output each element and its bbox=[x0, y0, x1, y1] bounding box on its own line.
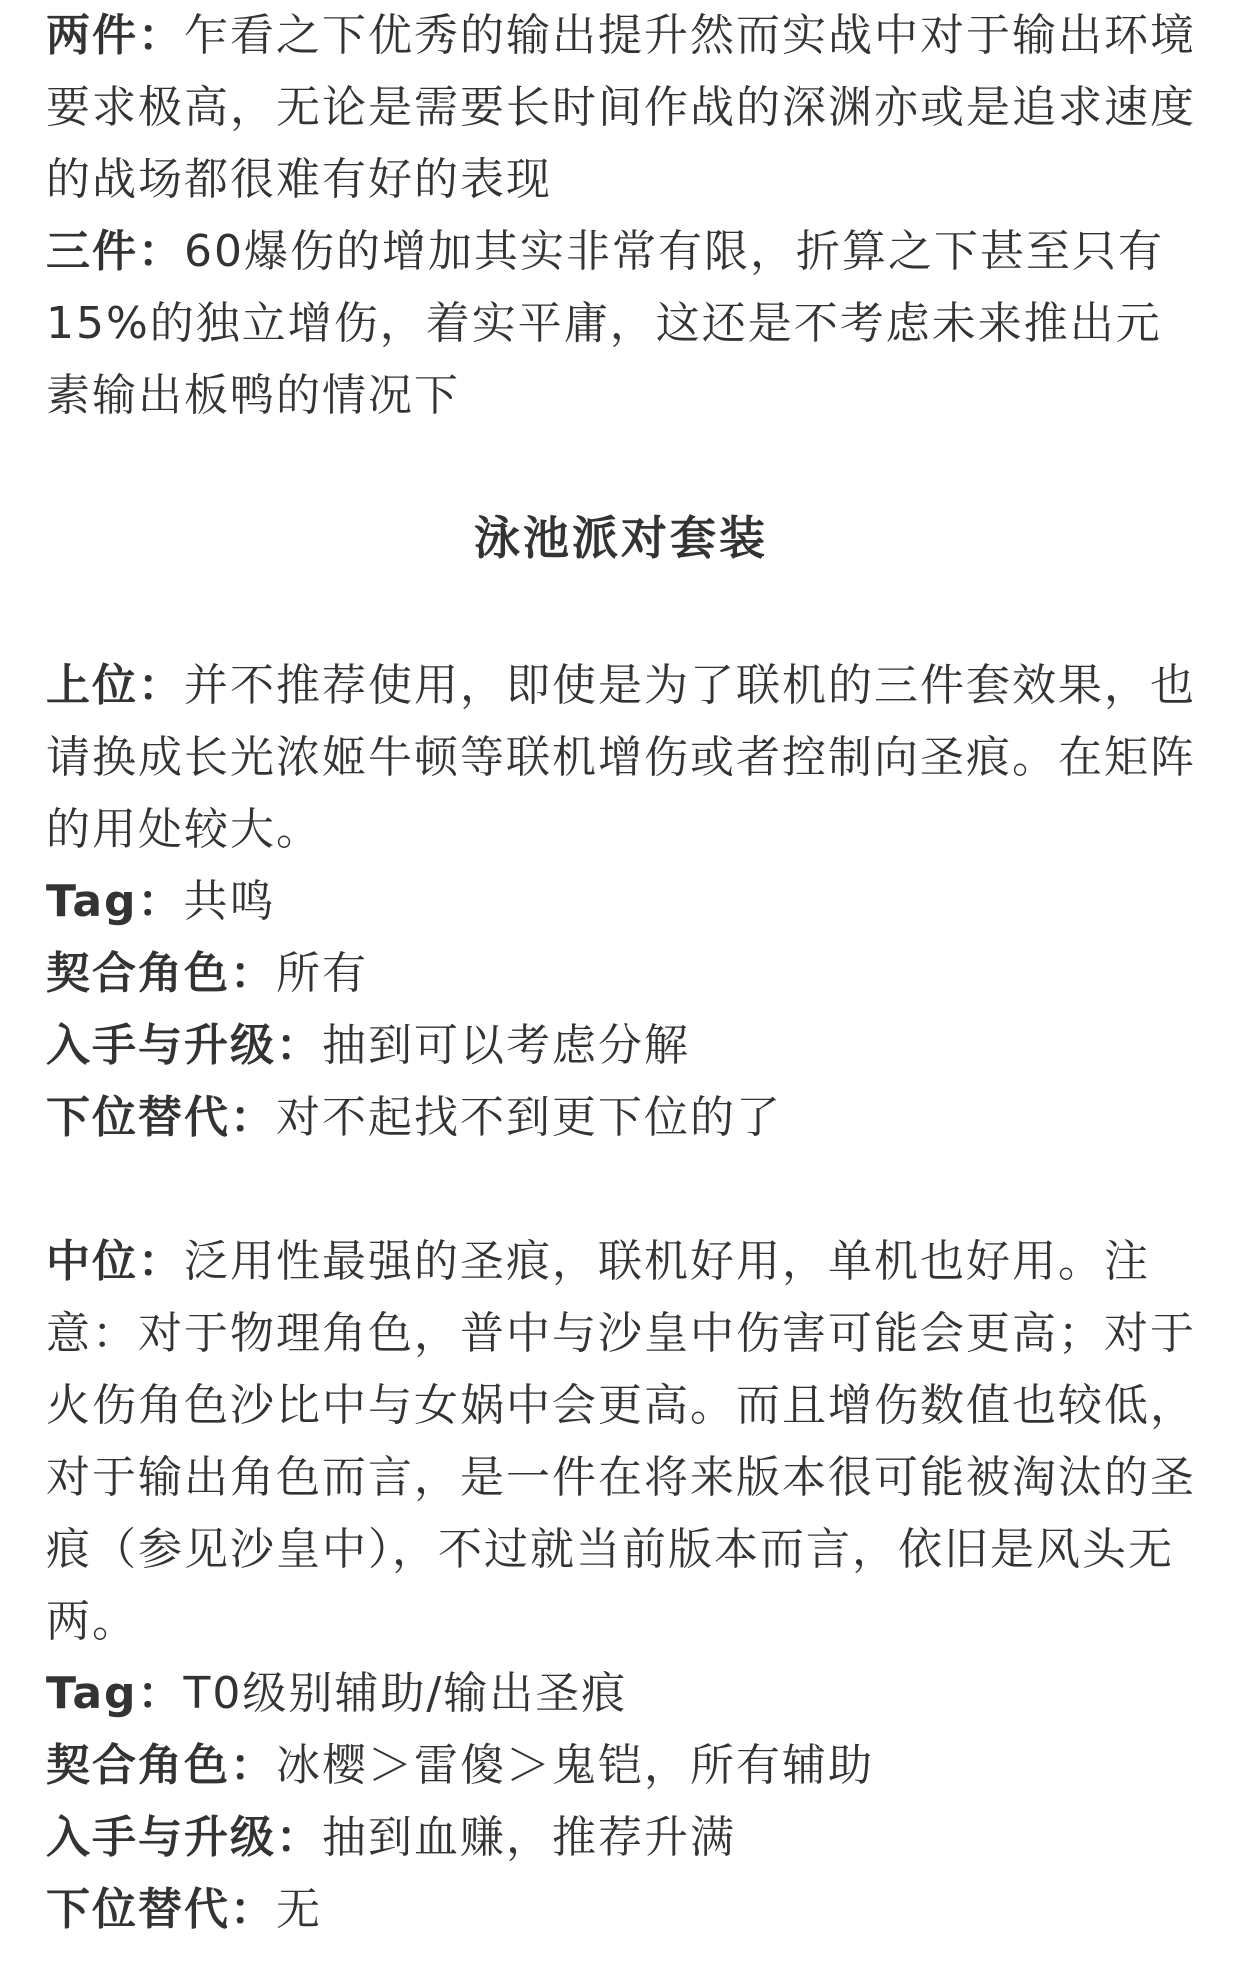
middle-fit-line bbox=[46, 1730, 1206, 1802]
two-piece-label: 两件： bbox=[46, 10, 184, 61]
upper-fit-value: 所有 bbox=[276, 948, 368, 999]
upper-fit-label: 契合角色： bbox=[46, 948, 276, 999]
middle-tag-line bbox=[46, 1658, 1206, 1730]
two-piece-paragraph bbox=[46, 0, 1206, 216]
three-piece-text: 60爆伤的增加其实非常有限，折算之下甚至只有15%的独立增伤，着实平庸，这还是不考虑未来推出元素输出板鸭的情况下 bbox=[46, 226, 1164, 421]
middle-alt-label: 下位替代： bbox=[46, 1884, 276, 1935]
middle-alt-line bbox=[46, 1874, 1206, 1946]
upper-paragraph bbox=[46, 650, 1206, 866]
three-piece-paragraph bbox=[46, 216, 1206, 432]
upper-obtain-line bbox=[46, 1010, 1206, 1082]
middle-obtain-line bbox=[46, 1802, 1206, 1874]
middle-obtain-label: 入手与升级： bbox=[46, 1812, 322, 1863]
upper-alt-label: 下位替代： bbox=[46, 1092, 276, 1143]
middle-label: 中位： bbox=[46, 1236, 184, 1287]
three-piece-label: 三件： bbox=[46, 226, 184, 277]
middle-obtain-value: 抽到血赚，推荐升满 bbox=[322, 1812, 736, 1863]
middle-alt-value: 无 bbox=[276, 1884, 322, 1935]
section-title: 泳池派对套装 bbox=[474, 511, 768, 565]
middle-paragraph bbox=[46, 1226, 1206, 1658]
upper-label: 上位： bbox=[46, 660, 184, 711]
upper-fit-line bbox=[46, 938, 1206, 1010]
two-piece-text: 乍看之下优秀的输出提升然而实战中对于输出环境要求极高，无论是需要长时间作战的深渊亦或是追求速度的战场都很难有好的表现 bbox=[46, 10, 1196, 205]
upper-alt-line bbox=[46, 1082, 1206, 1154]
upper-tag-value: 共鸣 bbox=[183, 876, 276, 927]
middle-fit-label: 契合角色： bbox=[46, 1740, 276, 1791]
middle-text: 泛用性最强的圣痕，联机好用，单机也好用。注意：对于物理角色，普中与沙皇中伤害可能会更高；对于火伤角色沙比中与女娲中会更高。而且增伤数值也较低，对于输出角色而言，是一件在将来版本很可能被淘汰的圣痕（参见沙皇中），不过就当前版本而言，依旧是风头无两。 bbox=[46, 1236, 1196, 1647]
upper-alt-value: 对不起找不到更下位的了 bbox=[276, 1092, 782, 1143]
upper-obtain-label: 入手与升级： bbox=[46, 1020, 322, 1071]
middle-fit-value: 冰樱＞雷傻＞鬼铠，所有辅助 bbox=[276, 1740, 874, 1791]
upper-tag-line bbox=[46, 866, 1206, 938]
upper-tag-label: Tag： bbox=[46, 876, 184, 927]
upper-text: 并不推荐使用，即使是为了联机的三件套效果，也请换成长光浓姬牛顿等联机增伤或者控制向圣痕。在矩阵的用处较大。 bbox=[46, 660, 1196, 855]
middle-tag-value: T0级别辅助/输出圣痕 bbox=[183, 1668, 628, 1719]
upper-obtain-value: 抽到可以考虑分解 bbox=[322, 1020, 690, 1071]
middle-tag-label: Tag： bbox=[46, 1668, 184, 1719]
